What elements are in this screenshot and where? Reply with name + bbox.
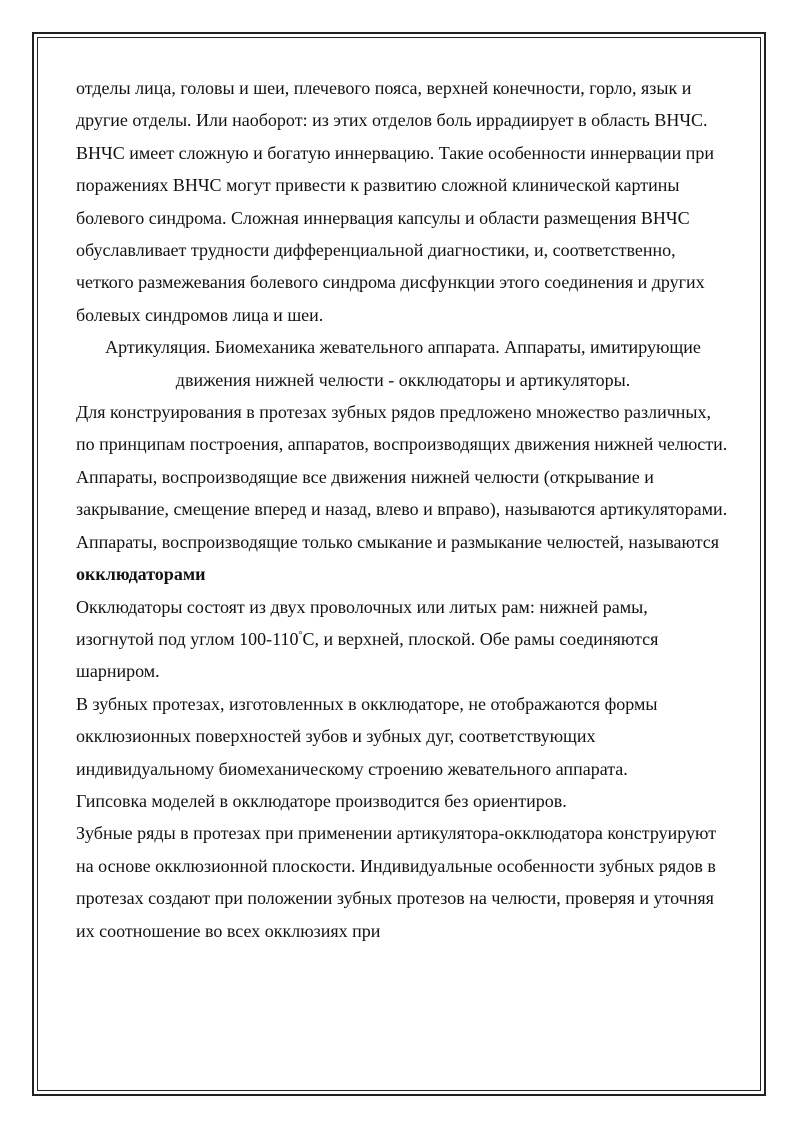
paragraph-2: ВНЧС имеет сложную и богатую иннервацию. Такие особенности иннервации при поражениях ВНЧС могут привести к развитию сложной клинической картины болевого синдрома. Сложная иннервация капсулы и области размещения ВНЧС обуславливает трудности дифференциальной диагностики, и, соответственно, четкого размежевания болевого синдрома дисфункции этого соединения и других болевых синдромов лица и шеи.	[76, 142, 714, 325]
paragraph-6-after: С, и верхней, плоской. Обе рамы соединяются шарниром.	[76, 628, 659, 682]
paragraph-6	[76, 591, 730, 688]
paragraph-8: Гипсовка моделей в окклюдаторе производится без ориентиров.	[76, 790, 567, 811]
paragraph-1: отделы лица, головы и шеи, плечевого пояса, верхней конечности, горло, язык и другие отделы. Или наоборот: из этих отделов боль иррадиирует в область ВНЧС.	[76, 78, 708, 131]
paragraph-7: В зубных протезах, изготовленных в окклюдаторе, не отображаются формы окклюзионных поверхностей зубов и зубных дуг, соответствующих индивидуальному биомеханическому строению жевательного аппарата.	[76, 693, 658, 779]
section-heading-line-1: Артикуляция. Биомеханика жевательного аппарата. Аппараты, имитирующие	[105, 337, 701, 358]
paragraph-9: Зубные ряды в протезах при применении артикулятора-окклюдатора конструируют на основе окклюзионной плоскости. Индивидуальные особенности зубных рядов в протезах создают при положении зубных протезов на челюсти, проверяя и уточняя их соотношение во всех окклюзиях при	[76, 823, 717, 941]
document-body	[76, 72, 730, 947]
paragraph-3: Для конструирования в протезах зубных рядов предложено множество различных, по принципам построения, аппаратов, воспроизводящих движения нижней челюсти.	[76, 402, 728, 455]
paragraph-4: Аппараты, воспроизводящие все движения нижней челюсти (открывание и закрывание, смещение вперед и назад, влево и вправо), называются артикуляторами.	[76, 466, 728, 520]
paragraph-6-before: Окклюдаторы состоят из двух проволочных или литых рам: нижней рамы, изогнутой под углом 100-110	[76, 596, 648, 649]
paragraph-5-text: Аппараты, воспроизводящие только смыкание и размыкание челюстей, называются	[76, 531, 720, 552]
paragraph-5	[76, 526, 730, 591]
degree-sign: °	[298, 629, 303, 641]
term-occluders: окклюдаторами	[76, 564, 206, 585]
section-heading-line-2: движения нижней челюсти - окклюдаторы и артикуляторы.	[175, 369, 631, 390]
